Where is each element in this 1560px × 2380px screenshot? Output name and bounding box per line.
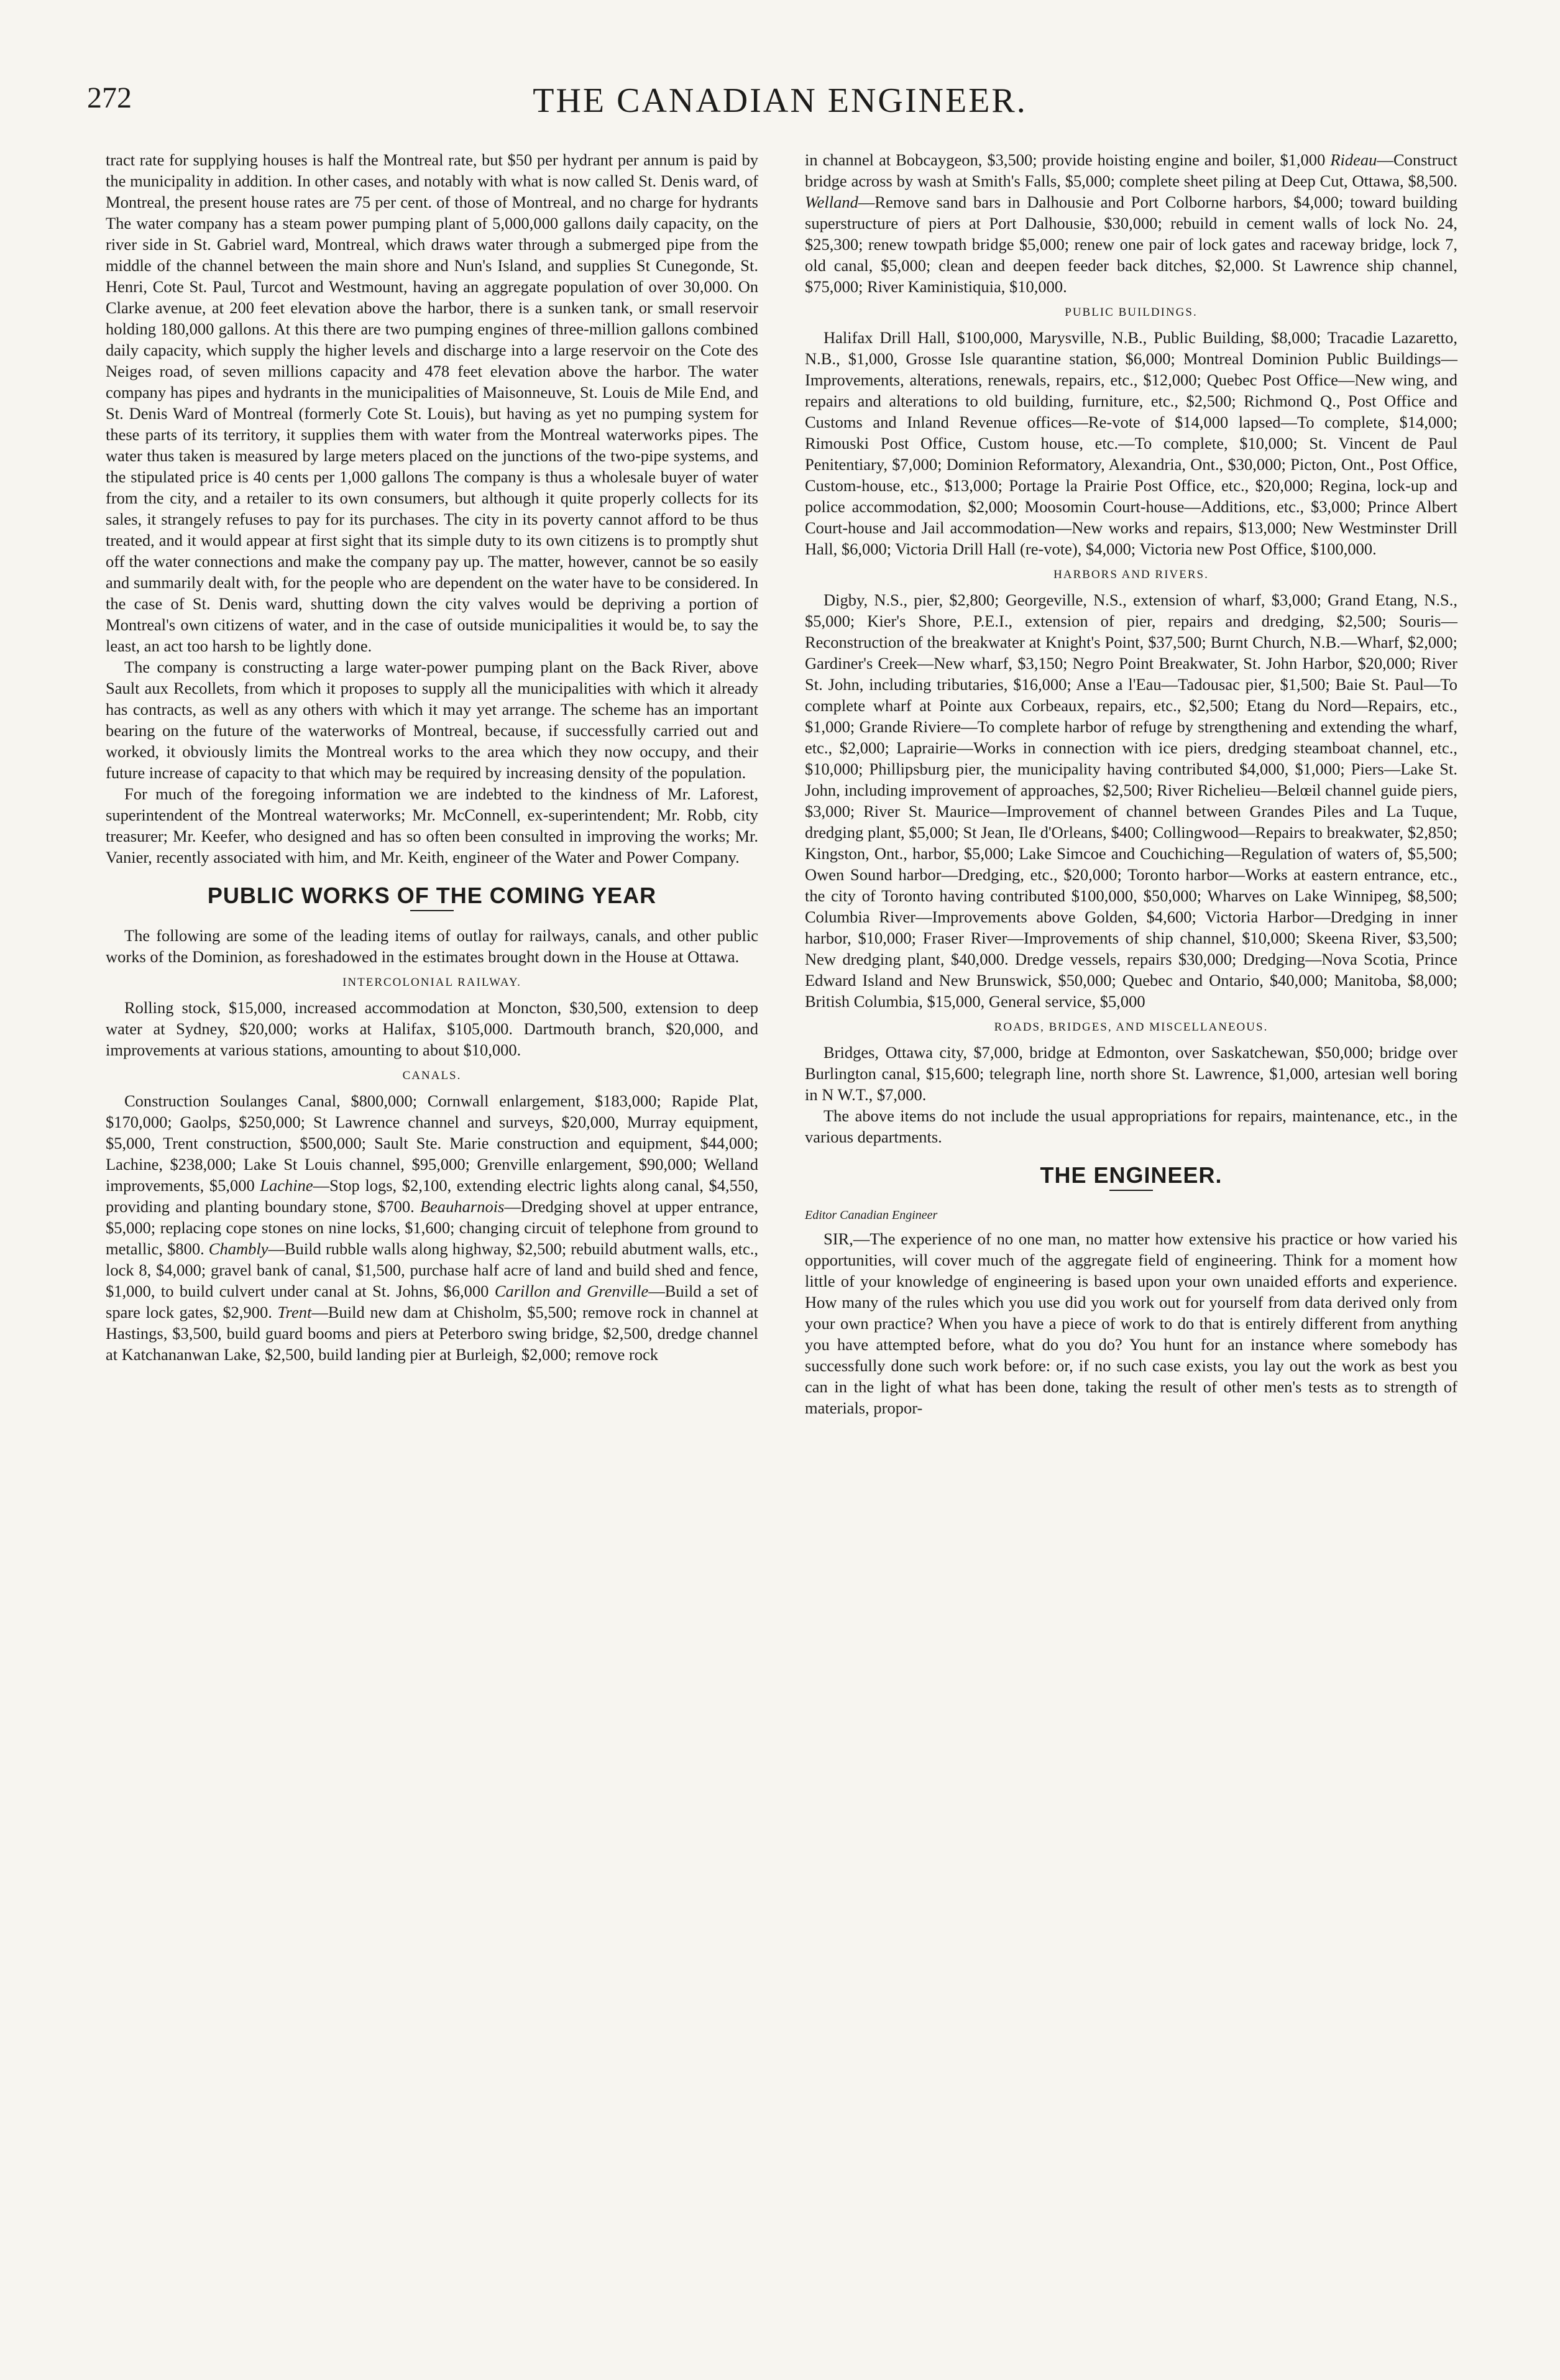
subhead-harbors-rivers: HARBORS AND RIVERS. [1053,568,1209,581]
italic-term: Lachine [260,1176,313,1195]
paragraph: Halifax Drill Hall, $100,000, Marysville, N.B., Public Building, $8,000; Tracadie Lazaretto, N.B., $1,000, Grosse Isle quarantine station, $6,000; Montreal Dominion Public Buildings—Improvements, alterations, renewals, repairs, etc., $12,000; Quebec Post Office—New wing, and repairs and alterations to old building, furniture, etc., $2,500; Richmond Q., Post Office and Customs and Inland Revenue offices—Re-vote of $14,000 lapsed—To complete, $14,000; Rimouski Post Office, Custom house, etc.—To complete, $10,000; St. Vincent de Paul Penitentiary, $7,000; Dominion Reformatory, Alexandria, Ont., $30,000; Picton, Ont., Post Office, Custom-house, etc., $13,000; Portage la Prairie Post Office, etc., $20,000; Regina, lock-up and police accommodation, $2,000; Moosomin Court-house—Additions, etc., $3,000; Prince Albert Court-house and Jail accommodation—New works and repairs, $13,000; New Westminster Drill Hall, $6,000; Victoria Drill Hall (re-vote), $4,000; Victoria new Post Office, $100,000. [805,328,1457,558]
paragraph: Digby, N.S., pier, $2,800; Georgeville, N.S., extension of wharf, $3,000; Grand Etang, N.S., $5,000; Kier's Shore, P.E.I., extension of pier, repairs and dredging, $2,500; Souris—Reconstruction of the breakwater at Knight's Point, $37,500; Burnt Church, N.B.—Wharf, $2,000; Gardiner's Creek—New wharf, $3,150; Negro Point Breakwater, St. John Harbor, $20,000; River St. John, including tributaries, $16,000; Anse a l'Eau—Tadousac pier, $1,500; Baie St. Paul—To complete wharf at Pointe aux Corbeaux, repairs, etc., $2,500; Etang du Nord—Repairs, etc., $1,000; Grande Riviere—To complete harbor of refuge by strengthening and extending the wharf, etc., $2,000; Laprairie—Works in connection with ice piers, dredging steamboat channel, etc., $10,000; Phillipsburg pier, the municipality having contributed $4,000, $1,000; Piers—Lake St. John, including improvement of approaches, $2,500; River Richelieu—Belœil channel guide piers, $3,000; River St. Maurice—Improvement of channel between Grandes Piles and La Tuque, dredging plant, $5,000; St Jean, Ile d'Orleans, $400; Collingwood—Repairs to breakwater, $2,850; Kingston, Ont., harbor, $5,000; Lake Simcoe and Couchiching—Regulation of waters of, $5,500; Owen Sound harbor—Dredging, etc., $20,000; Toronto harbor—Works at eastern entrance, etc., the city of Toronto having contributed $100,000, $50,000; Wharves on Lake Winnipeg, $8,500; Columbia River—Improvements above Golden, $4,600; Victoria Harbor—Dredging in inner harbor, $10,000; Fraser River—Improvements of ship channel, $10,000; Skeena River, $3,500; New dredging plant, $40,000. Dredge vessels, repairs $30,000; Dredging—Nova Scotia, Prince Edward Island and New Brunswick, $50,000; Quebec and Ontario, $40,000; Manitoba, $8,000; British Columbia, $15,000, General service, $5,000 [805,590,1457,1011]
text-run: —Build rubble walls along highway, $2,500; rebuild abutment walls, etc., lock 8, $4,000; gravel bank of canal, $1,500, purchase half acre of land and build shed and fence, $1,000, to build culvert under canal at St. Johns, $6,000 [106,1239,759,1300]
page-header [87,81,1473,124]
text-run: —Dredging shovel at upper entrance, $5,000; replacing cope stones on nine locks, $1,600; changing circuit of telephone from ground to metallic, $800. [106,1197,758,1258]
paragraph: The company is constructing a large water-power pumping plant on the Back River, above Sault aux Recollets, from which it proposes to supply all the municipalities with which it already has contracts, as well as any others with which it may yet arrange. The scheme has an important bearing on the future of the waterworks of Montreal, because, if successfully carried out and worked, it obviously limits the Montreal works to the area which they now occupy, and their future increase of capacity to that which may be required by increasing density of the population. [106,658,758,782]
paragraph: tract rate for supplying houses is half the Montreal rate, but $50 per hydrant per annum is paid by the municipality in addition. In other cases, and notably with what is now called St. Denis ward, of Montreal, the present house rates are 75 per cent. of those of Montreal, and no charge for hydrants The water company has a steam power pumping plant of 5,000,000 gallons daily capacity, on the river side in St. Gabriel ward, Montreal, which draws water through a submerged pipe from the middle of the channel between the main shore and Nun's Island, and supplies St Cunegonde, St. Henri, Cote St. Paul, Turcot and Westmount, having an aggregate population of over 30,000. On Clarke avenue, at 200 feet elevation above the harbor, there is a sunken tank, or small reservoir holding 180,000 gallons. At this there are two pumping engines of three-million gallons combined daily capacity, which supply the higher levels and discharge into a large reservoir on the Cote des Neiges road, of seven millions capacity and 478 feet elevation above the harbor. The water company has pipes and hydrants in the municipalities of Maisonneuve, St. Louis de Mile End, and St. Denis Ward of Montreal (formerly Cote St. Louis), but having as yet no pumping system for these parts of its territory, it supplies them with water from the Montreal waterworks pipes. The water thus taken is measured by large meters placed on the junctions of the two-pipe systems, and the stipulated price is 40 cents per 1,000 gallons The company is thus a wholesale buyer of water from the city, and a retailer to its own consumers, but although it quite properly collects for its sales, it strangely refuses to pay for its purchases. The city in its poverty cannot afford to be thus treated, and it would appear at first sight that its simple duty to its own citizens is to promptly shut off the water connections and make the company pay up. The matter, however, cannot be so easily and summarily dealt with, for the people who are dependent on the water have to be considered. In the case of St. Denis ward, shutting down the city valves would be depriving a portion of Montreal's own citizens of water, and in the case of outside municipalities it would be, to say the least, an act too harsh to be lightly done. [106,150,758,655]
section-title-public-works: PUBLIC WORKS OF THE COMING YEAR [207,883,657,908]
text-run: Construction Soulanges Canal, $800,000; Cornwall enlargement, $183,000; Rapide Plat, $170,000; Gaolps, $250,000; St Lawrence channel and surveys, $20,000, Murray equipment, $5,000, Trent construction, $500,000; Sault Ste. Marie construction and equipment, $44,000; Lachine, $238,000; Lake St Louis channel, $95,000; Grenville enlargement, $90,000; Welland improvements, $5,000 [106,1091,758,1195]
italic-term: Rideau [1330,150,1377,169]
left-column [106,149,758,1365]
section-title-engineer: THE ENGINEER. [1040,1162,1223,1188]
italic-term: Welland [805,193,858,211]
editor-salutation: Editor Canadian Engineer [805,1208,938,1222]
text-run: —Build a set of spare lock gates, $2,900. [106,1282,758,1321]
paragraph: Rolling stock, $15,000, increased accommodation at Moncton, $30,500, extension to deep water at Sydney, $20,000; works at Halifax, $105,000. Dartmouth branch, $20,000, and improvements at various stations, amounting to about $10,000. [106,998,758,1059]
subhead-railway: INTERCOLONIAL RAILWAY. [342,976,521,989]
divider [1109,1190,1153,1191]
paragraph: SIR,—The experience of no one man, no matter how extensive his practice or how varied his opportunities, will cover much of the aggregate field of engineering. Think for a moment how little of your knowledge of engineering is based upon your own unaided efforts and experience. How many of the rules which you use did you work out for yourself from data derived only from your own practice? When you have a piece of work to do that is entirely different from anything you have attempted before, what do you do? You hunt for an instance where somebody has successfully done such work before: or, if no such case exists, you lay out the work as best you can in the light of what has been done, taking the result of other men's tests as to strength of materials, propor- [805,1229,1457,1417]
text-run: —Build new dam at Chisholm, $5,500; remove rock in channel at Hastings, $3,500, build guard booms and piers at Peterboro swing bridge, $2,500, dredge channel at Katchananwan Lake, $2,500, build landing pier at Burleigh, $2,000; remove rock [106,1303,758,1364]
right-column [805,149,1457,1418]
paragraph: Bridges, Ottawa city, $7,000, bridge at Edmonton, over Saskatchewan, $50,000; bridge over Burlington canal, $15,600; telegraph line, north shore St. Lawrence, $1,000, artesian well boring in N W.T., $7,000. [805,1043,1457,1104]
paragraph-canals-cont [805,149,1457,297]
italic-term: Trent [277,1303,312,1321]
paragraph: The following are some of the leading items of outlay for railways, canals, and other public works of the Dominion, as foreshadowed in the estimates brought down in the House at Ottawa. [106,926,758,966]
subhead-roads-bridges: ROADS, BRIDGES, AND MISCELLANEOUS. [994,1021,1269,1034]
paragraph: For much of the foregoing information we are indebted to the kindness of Mr. Laforest, superintendent of the Montreal waterworks; Mr. McConnell, ex-superintendent; Mr. Robb, city treasurer; Mr. Keefer, who designed and has so often been consulted in improving the works; Mr. Vanier, recently associated with him, and Mr. Keith, engineer of the Water and Power Company. [106,784,758,866]
text-run: —Stop logs, $2,100, extending electric lights along canal, $4,550, providing and planting boundary stone, $700. [106,1176,758,1216]
italic-term: Beauharnois [420,1197,505,1216]
page-number: 272 [87,81,132,114]
subhead-public-buildings: PUBLIC BUILDINGS. [1065,306,1198,319]
text-run: in channel at Bobcaygeon, $3,500; provide hoisting engine and boiler, $1,000 [805,150,1331,169]
paragraph: The above items do not include the usual appropriations for repairs, maintenance, etc., in the various departments. [805,1106,1457,1146]
divider [410,910,454,911]
italic-term: Carillon and Grenville [494,1282,649,1300]
journal-title: THE CANADIAN ENGINEER. [533,81,1027,120]
text-run: —Construct bridge across by wash at Smith's Falls, $5,000; complete sheet piling at Deep Cut, Ottawa, $8,500. [805,150,1457,190]
subhead-canals: CANALS. [402,1069,462,1082]
paragraph-canals [106,1090,758,1365]
text-run: —Remove sand bars in Dalhousie and Port Colborne harbors, $4,000; toward building superstructure of piers at Port Dalhousie, $30,000; rebuild in cement walls of lock No. 24, $25,300; renew towpath bridge $5,000; renew one pair of lock gates and raceway bridge, lock 7, old canal, $5,000; clean and deepen feeder back ditches, $2,000. St Lawrence ship channel, $75,000; River Kaministiquia, $10,000. [805,193,1457,296]
italic-term: Chambly [208,1239,268,1258]
